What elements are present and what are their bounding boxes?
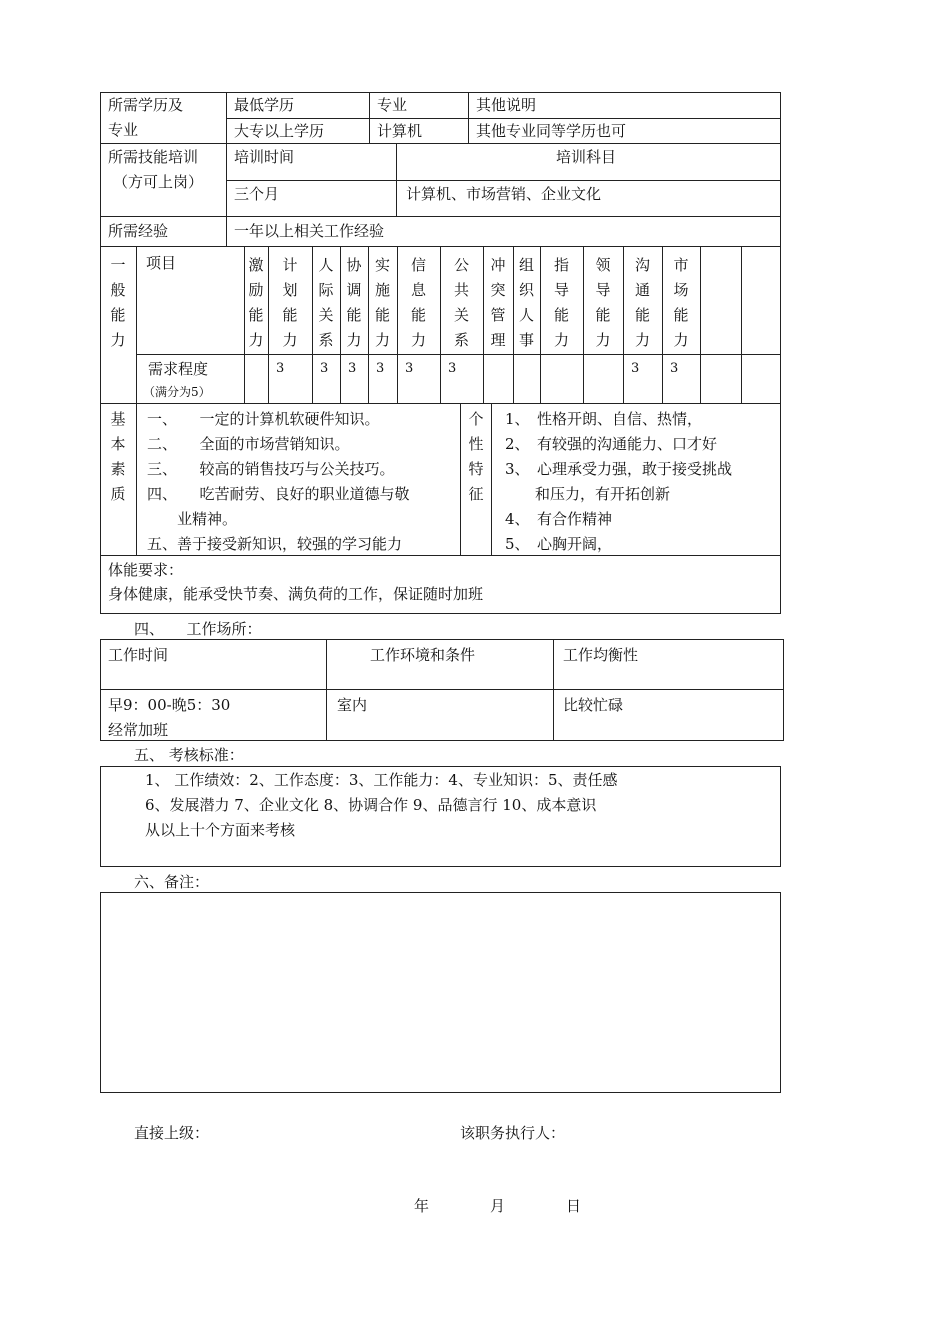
remarks-heading: 六、备注： — [134, 873, 210, 891]
remarks-box — [100, 892, 781, 1093]
job-requirements-table — [100, 92, 781, 247]
divider — [136, 246, 137, 404]
physical-label: 体能要求： — [108, 561, 184, 579]
workplace-heading: 四、 工作场所： — [134, 620, 262, 638]
abilities-side-label: 一般能力 — [110, 256, 126, 349]
date-year-label: 年 — [414, 1197, 430, 1215]
training-time-header: 培训时间 — [234, 148, 295, 166]
ability-level-value: 3 — [376, 361, 385, 376]
assessment-heading: 五、 考核标准： — [134, 746, 244, 764]
ability-column-header: 组织人事 — [518, 256, 534, 349]
ability-column-header: 信息能力 — [410, 256, 426, 349]
divider — [513, 246, 514, 404]
training-subject-value: 计算机、市场营销、企业文化 — [406, 185, 602, 203]
quality-item: 二、 全面的市场营销知识。 — [147, 435, 350, 453]
ability-column-header: 冲突管理 — [490, 256, 506, 349]
assessment-line: 1、 工作绩效：2、工作态度：3、工作能力：4、专业知识：5、责任感 — [145, 771, 618, 789]
date-day-label: 日 — [566, 1197, 582, 1215]
divider — [396, 143, 397, 216]
work-env-header: 工作环境和条件 — [370, 646, 476, 664]
quality-item: 五、善于接受新知识，较强的学习能力 — [147, 535, 403, 553]
divider — [226, 92, 227, 247]
divider — [468, 92, 469, 143]
ability-column-header: 协调能力 — [346, 256, 362, 349]
supervisor-signature-label: 直接上级： — [134, 1124, 210, 1142]
personality-list — [505, 407, 732, 557]
divider — [226, 180, 781, 181]
work-balance-value: 比较忙碌 — [563, 696, 624, 714]
quality-item: 业精神。 — [147, 510, 238, 528]
divider — [100, 143, 781, 144]
ability-item-label: 项目 — [146, 254, 177, 272]
ability-column-header: 市场能力 — [673, 256, 689, 349]
physical-text: 身体健康，能承受快节奏、满负荷的工作，保证随时加班 — [108, 585, 484, 603]
ability-level-value: 3 — [320, 361, 329, 376]
ability-level-value: 3 — [405, 361, 414, 376]
major-header: 专业 — [377, 96, 408, 114]
divider — [136, 403, 137, 555]
divider — [136, 354, 781, 355]
ability-column-header: 沟通能力 — [634, 256, 650, 349]
divider — [268, 246, 269, 404]
ability-column-header: 人际关系 — [318, 256, 334, 349]
ability-column-header: 计划能力 — [282, 256, 298, 349]
divider — [460, 403, 461, 555]
divider — [100, 689, 784, 690]
date-month-label: 月 — [490, 1197, 506, 1215]
divider — [623, 246, 624, 404]
personality-item: 3、 心理承受力强，敢于接受挑战 — [505, 460, 733, 478]
min-education-value: 大专以上学历 — [234, 122, 325, 140]
ability-column-header: 领导能力 — [595, 256, 611, 349]
divider — [553, 639, 554, 741]
divider — [440, 246, 441, 404]
personality-item: 1、 性格开朗、自信、热情， — [505, 410, 703, 428]
divider — [340, 246, 341, 404]
quality-item: 三、 较高的销售技巧与公关技巧。 — [147, 460, 395, 478]
divider — [368, 246, 369, 404]
ability-level-value: 3 — [670, 361, 679, 376]
personality-side-label: 个性特征 — [468, 410, 484, 503]
ability-level-value: 3 — [448, 361, 457, 376]
personality-item: 2、 有较强的沟通能力、口才好 — [505, 435, 718, 453]
ability-level-value: 3 — [631, 361, 640, 376]
assessment-line: 从以上十个方面来考核 — [145, 821, 296, 839]
quality-item: 四、 吃苦耐劳、良好的职业道德与敬 — [147, 485, 410, 503]
ability-column-header: 指导能力 — [553, 256, 569, 349]
ability-level-value: 3 — [276, 361, 285, 376]
education-label: 所需学历及 — [108, 96, 184, 114]
quality-side-label: 基本素质 — [110, 410, 126, 503]
divider — [491, 403, 492, 555]
work-balance-header: 工作均衡性 — [563, 646, 639, 664]
training-label-note: （方可上岗） — [113, 173, 204, 191]
demand-level-note: （满分为5） — [143, 385, 211, 399]
assessment-line: 6、发展潜力 7、企业文化 8、协调合作 9、品德言行 10、成本意识 — [145, 796, 597, 814]
divider — [741, 246, 742, 404]
training-label: 所需技能培训 — [108, 148, 199, 166]
work-time-value: 早9：00-晚5：30 — [108, 696, 231, 714]
divider — [100, 216, 781, 217]
demand-level-label: 需求程度 — [148, 360, 209, 378]
divider — [397, 246, 398, 404]
quality-item: 一、 一定的计算机软硬件知识。 — [147, 410, 380, 428]
personality-item: 和压力，有开拓创新 — [505, 485, 671, 503]
divider — [662, 246, 663, 404]
experience-value: 一年以上相关工作经验 — [234, 222, 385, 240]
ability-column-header: 激励能力 — [248, 256, 264, 349]
min-education-header: 最低学历 — [234, 96, 295, 114]
divider — [540, 246, 541, 404]
divider — [244, 246, 245, 404]
personality-item: 5、 心胸开阔， — [505, 535, 613, 553]
work-env-value: 室内 — [337, 696, 368, 714]
other-note-header: 其他说明 — [476, 96, 537, 114]
ability-column-header: 公共关系 — [453, 256, 469, 349]
divider — [583, 246, 584, 404]
divider — [326, 639, 327, 741]
divider — [700, 246, 701, 404]
training-time-value: 三个月 — [234, 185, 280, 203]
experience-label: 所需经验 — [108, 222, 169, 240]
training-subject-header: 培训科目 — [556, 148, 617, 166]
ability-column-header: 实施能力 — [374, 256, 390, 349]
other-note-value: 其他专业同等学历也可 — [476, 122, 627, 140]
executor-signature-label: 该职务执行人： — [460, 1124, 566, 1142]
work-time-header: 工作时间 — [108, 646, 169, 664]
major-value: 计算机 — [377, 122, 423, 140]
ability-level-value: 3 — [348, 361, 357, 376]
work-time-note: 经常加班 — [108, 721, 169, 739]
divider — [369, 92, 370, 143]
divider — [226, 118, 781, 119]
divider — [483, 246, 484, 404]
assessment-list — [145, 768, 618, 843]
education-label-cont: 专业 — [108, 121, 139, 139]
personality-item: 4、 有合作精神 — [505, 510, 613, 528]
divider — [312, 246, 313, 404]
quality-list — [147, 407, 410, 557]
